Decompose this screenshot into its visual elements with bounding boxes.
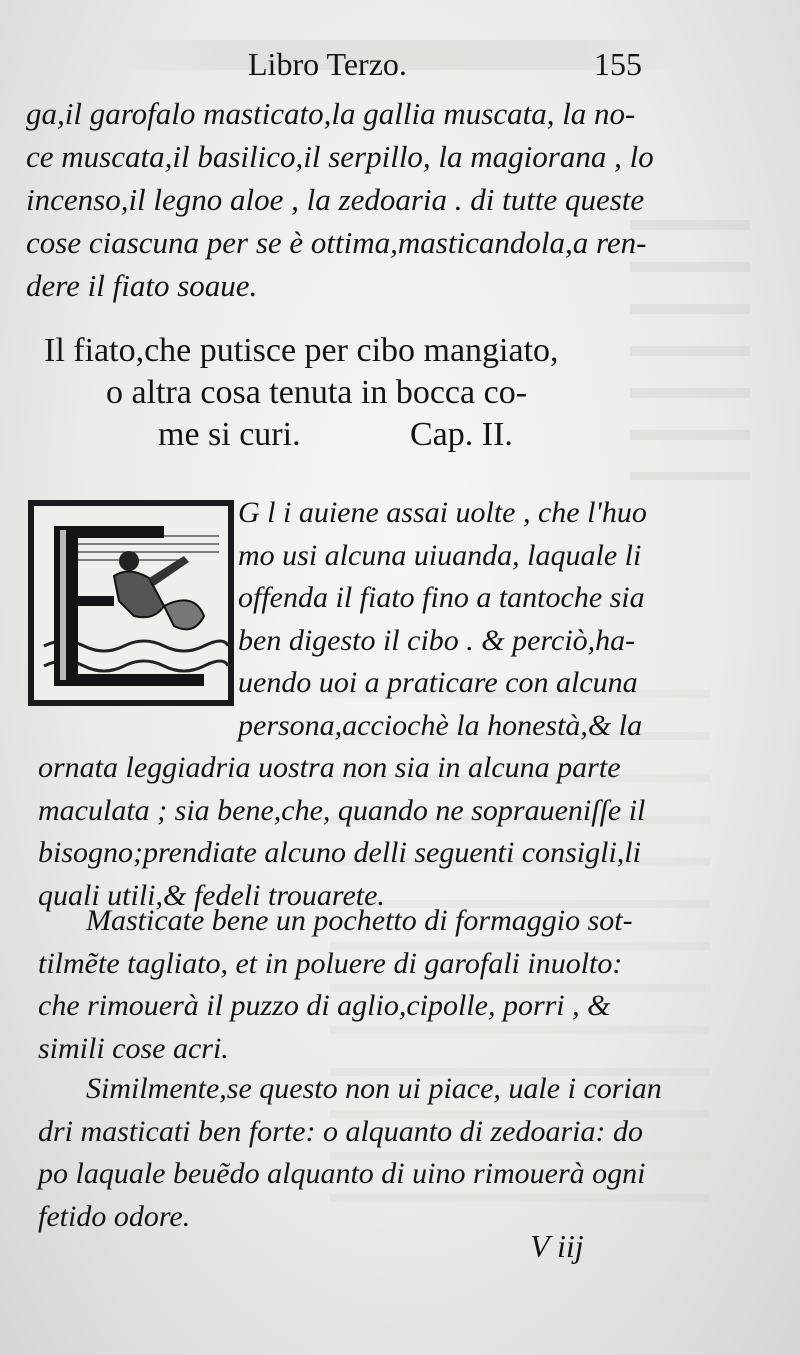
text-line: incenso,il legno aloe , la zedoaria . di tutte queste (26, 182, 645, 217)
text-line: uendo uoi a praticare con alcuna (238, 666, 638, 699)
opening-paragraph (26, 92, 654, 307)
paragraph-two (38, 900, 633, 1070)
chapter-number: Cap. II. (410, 416, 513, 453)
signature-mark: V iij (530, 1228, 584, 1264)
text-line: G l i auiene assai uolte , che l'huo (238, 496, 647, 529)
chapter-heading-line: Il fiato,che putisce per cibo mangiato, (44, 332, 559, 369)
text-line: tilmẽte tagliato, et in poluere di garofali inuolto: (38, 946, 623, 980)
main-paragraph-indented (238, 492, 647, 747)
text-line: po laquale beuẽdo alquanto di uino rimouerà ogni (38, 1157, 646, 1190)
text-line: ben digesto il cibo . & perciò,ha- (238, 623, 636, 657)
main-paragraph-full (38, 747, 645, 917)
text-line: ce muscata,il basilico,il serpillo, la magiorana , lo (26, 139, 654, 174)
text-line: bisogno;prendiate alcuno delli seguenti consigli,li (38, 836, 641, 869)
woodcut-illustration (34, 506, 228, 700)
chapter-heading-line: me si curi. (158, 416, 301, 453)
text-line: dri masticati ben forte: o alquanto di zedoaria: do (38, 1114, 643, 1148)
text-line: offenda il fiato fino a tantoche sia (238, 581, 645, 614)
chapter-heading-line: o altra cosa tenuta in bocca co- (106, 374, 528, 411)
running-header (0, 46, 800, 86)
text-line: ornata leggiadria uostra non sia in alcuna parte (38, 751, 621, 784)
header-title: Libro Terzo. (248, 46, 407, 82)
text-line: cose ciascuna per se è ottima,masticandola,a ren- (26, 225, 647, 260)
text-line: Similmente,se questo non ui piace, uale i corian (86, 1072, 662, 1105)
text-line: simili cose acri. (38, 1031, 229, 1065)
text-line: persona,acciochè la honestà,& la (238, 708, 643, 742)
text-line: mo usi alcuna uiuanda, laquale li (238, 538, 642, 572)
text-line: Masticate bene un pochetto di formaggio sot- (86, 904, 633, 937)
text-line: dere il fiato soaue. (26, 268, 258, 303)
text-line: quali utili,& fedeli trouarete. (38, 878, 385, 912)
text-line: che rimouerà il puzzo di aglio,cipolle, porri , & (38, 989, 611, 1022)
text-line: fetido odore. (38, 1199, 191, 1233)
decorated-initial (28, 500, 234, 706)
text-line: ga,il garofalo masticato,la gallia muscata, la no- (26, 96, 636, 131)
text-line: maculata ; sia bene,che, quando ne sopraueniſſe il (38, 793, 646, 827)
page-number: 155 (594, 46, 642, 82)
paragraph-three (38, 1068, 662, 1238)
